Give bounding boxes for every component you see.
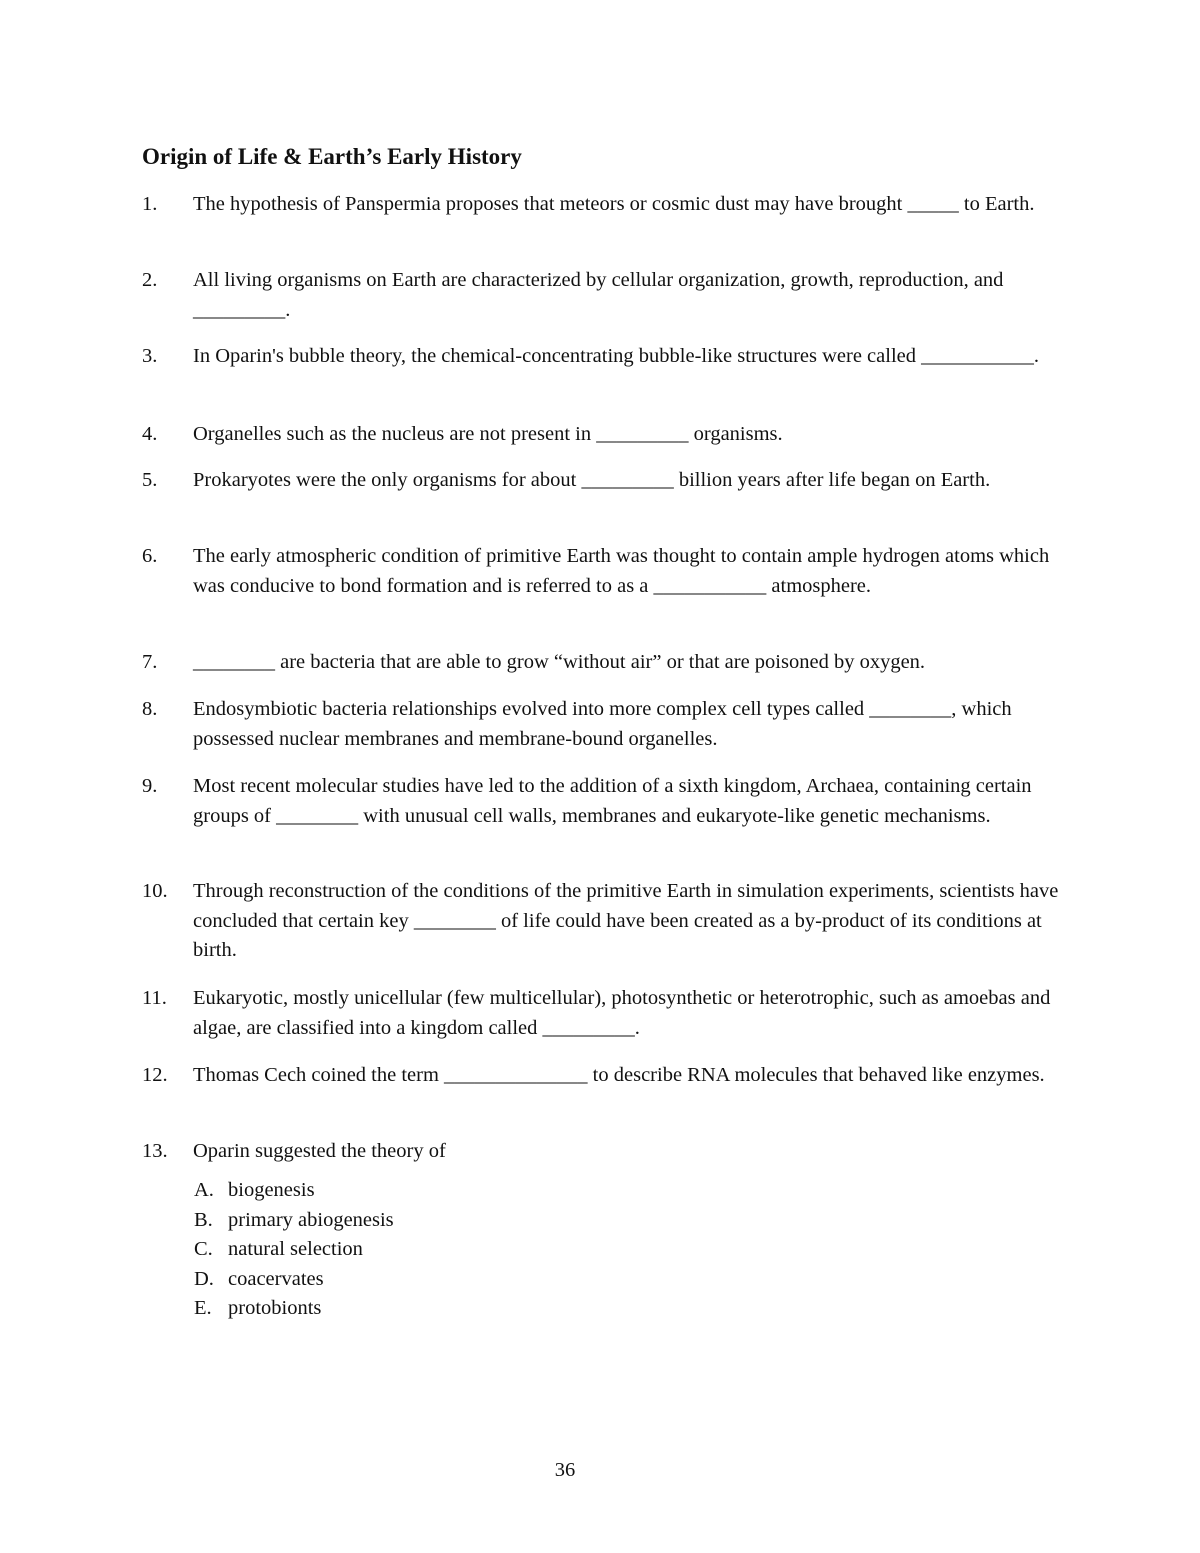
question-text: Prokaryotes were the only organisms for about _________ billion years after life began on Earth. (193, 469, 991, 491)
option-text: primary abiogenesis (228, 1208, 394, 1231)
answer-options (194, 1176, 394, 1324)
question-number: 3. (142, 345, 158, 367)
question-text: ________ are bacteria that are able to grow “without air” or that are poisoned by oxygen. (193, 651, 926, 673)
option-text: biogenesis (228, 1179, 315, 1201)
question-number: 4. (142, 423, 158, 445)
worksheet-title: Origin of Life & Earth’s Early History (142, 144, 522, 169)
question-5 (142, 466, 1072, 496)
question-text: In Oparin's bubble theory, the chemical-concentrating bubble-like structures were called ___________. (193, 345, 1039, 367)
option-letter: C. (194, 1238, 213, 1261)
option-letter: B. (194, 1208, 213, 1231)
question-text: The hypothesis of Panspermia proposes that meteors or cosmic dust may have brought _____ to Earth. (193, 193, 1035, 215)
question-number: 2. (142, 269, 158, 291)
question-3 (142, 342, 1072, 372)
question-8 (142, 695, 1072, 754)
option-letter: D. (194, 1267, 214, 1290)
option-letter: A. (194, 1179, 214, 1201)
option-text: coacervates (228, 1267, 324, 1290)
question-text: Eukaryotic, mostly unicellular (few multicellular), photosynthetic or heterotrophic, such as amoebas and algae, are classified into a kingdom called _________. (193, 987, 1051, 1039)
option-text: natural selection (228, 1238, 363, 1261)
question-text: All living organisms on Earth are characterized by cellular organization, growth, reproduction, and _________. (193, 269, 1004, 321)
question-text: Endosymbiotic bacteria relationships evolved into more complex cell types called ________, which possessed nuclear membranes and membrane-bound organelles. (193, 698, 1012, 750)
option-c (194, 1235, 394, 1265)
option-text: protobionts (228, 1297, 322, 1320)
question-13 (142, 1137, 1072, 1167)
question-number: 10. (142, 880, 168, 902)
question-9 (142, 772, 1072, 831)
question-2 (142, 266, 1072, 325)
question-number: 7. (142, 651, 158, 673)
option-b (194, 1206, 394, 1236)
page-number: 36 (554, 1459, 576, 1481)
option-d (194, 1265, 394, 1295)
question-text: Through reconstruction of the conditions of the primitive Earth in simulation experiments, scientists have concluded that certain key ________ of life could have been created as a by-product of its conditions at birth. (193, 880, 1059, 962)
question-text: Thomas Cech coined the term ______________ to describe RNA molecules that behaved like enzymes. (193, 1064, 1045, 1086)
question-number: 6. (142, 545, 158, 567)
question-number: 8. (142, 698, 158, 720)
question-number: 1. (142, 193, 158, 215)
question-text: Oparin suggested the theory of (193, 1140, 446, 1162)
question-text: Most recent molecular studies have led to the addition of a sixth kingdom, Archaea, containing certain groups of ________ with unusual cell walls, membranes and eukaryote-like genetic mechanisms. (193, 775, 1032, 827)
question-1 (142, 190, 1072, 220)
question-4 (142, 420, 1072, 450)
question-11 (142, 984, 1072, 1043)
question-12 (142, 1061, 1072, 1091)
question-text: Organelles such as the nucleus are not present in _________ organisms. (193, 423, 783, 445)
question-number: 11. (142, 987, 167, 1009)
question-number: 13. (142, 1140, 168, 1162)
question-text: The early atmospheric condition of primitive Earth was thought to contain ample hydrogen atoms which was conducive to bond formation and is referred to as a ___________ atmosphere. (193, 545, 1050, 597)
option-letter: E. (194, 1297, 212, 1320)
question-10 (142, 877, 1072, 966)
question-7 (142, 648, 1072, 678)
option-a (194, 1176, 394, 1206)
question-number: 5. (142, 469, 158, 491)
question-number: 9. (142, 775, 158, 797)
question-number: 12. (142, 1064, 168, 1086)
option-e (194, 1294, 394, 1324)
question-6 (142, 542, 1072, 601)
